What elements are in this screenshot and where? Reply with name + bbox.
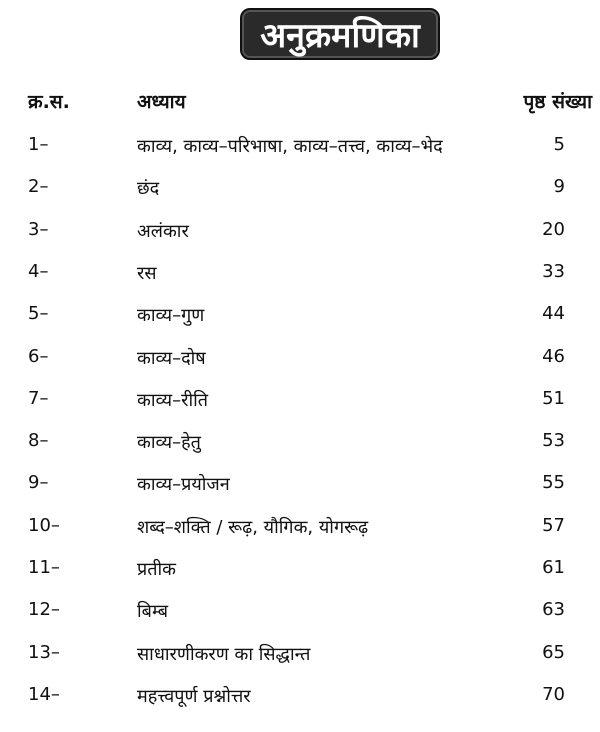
chapter-title: रस xyxy=(137,262,157,284)
chapter-title: काव्य–हेतु xyxy=(137,432,201,454)
row-number: 8– xyxy=(28,430,49,452)
page-number: 61 xyxy=(542,557,565,578)
row-number: 1– xyxy=(28,134,49,155)
row-number: 6– xyxy=(28,345,49,367)
toc-row xyxy=(0,430,600,460)
row-number: 11– xyxy=(28,557,60,578)
toc-row xyxy=(0,303,600,333)
chapter-title: साधारणीकरण का सिद्धान्त xyxy=(137,643,311,665)
page-number: 20 xyxy=(542,218,565,240)
chapter-title: बिम्ब xyxy=(137,601,169,623)
toc-row xyxy=(0,388,600,418)
toc-row xyxy=(0,346,600,376)
header-page: पृष्ठ संख्या xyxy=(523,91,592,113)
chapter-title: काव्य–रीति xyxy=(137,389,209,411)
row-number: 12– xyxy=(28,599,60,621)
chapter-title: काव्य, काव्य–परिभाषा, काव्य–तत्त्व, काव्य–भेद xyxy=(137,136,443,157)
page-number: 44 xyxy=(542,303,565,325)
toc-row xyxy=(0,684,600,714)
page-number: 63 xyxy=(542,599,565,621)
chapter-title: काव्य–दोष xyxy=(137,347,206,369)
page-title: अनुक्रमणिका xyxy=(240,8,440,60)
chapter-title: महत्त्वपूर्ण प्रश्नोत्तर xyxy=(137,685,251,707)
row-number: 3– xyxy=(28,218,49,240)
toc-row xyxy=(0,515,600,545)
chapter-title: छंद xyxy=(137,178,160,200)
chapter-title: प्रतीक xyxy=(137,559,176,580)
page-number: 57 xyxy=(542,514,565,536)
row-number: 5– xyxy=(28,303,49,325)
row-number: 4– xyxy=(28,260,49,282)
toc-row xyxy=(0,599,600,629)
page-number: 9 xyxy=(553,176,565,198)
header-chapter: अध्याय xyxy=(137,91,186,113)
page-number: 70 xyxy=(542,683,565,705)
page-number: 55 xyxy=(542,472,565,494)
page-number: 5 xyxy=(553,134,565,155)
row-number: 2– xyxy=(28,176,49,198)
toc-row xyxy=(0,219,600,249)
row-number: 14– xyxy=(28,683,60,705)
toc-row xyxy=(0,557,600,587)
row-number: 13– xyxy=(28,641,60,663)
page-number: 46 xyxy=(542,345,565,367)
page-number: 33 xyxy=(542,260,565,282)
page-number: 65 xyxy=(542,641,565,663)
row-number: 9– xyxy=(28,472,49,494)
toc-row xyxy=(0,176,600,206)
chapter-title: काव्य–गुण xyxy=(137,305,205,327)
chapter-title: अलंकार xyxy=(137,220,189,242)
page-number: 51 xyxy=(542,387,565,409)
row-number: 7– xyxy=(28,387,49,409)
chapter-title: काव्य–प्रयोजन xyxy=(137,474,230,496)
toc-row xyxy=(0,134,600,164)
header-serial: क्र.स. xyxy=(28,91,70,113)
page-number: 53 xyxy=(542,430,565,452)
toc-row xyxy=(0,642,600,672)
toc-row xyxy=(0,261,600,291)
toc-row xyxy=(0,472,600,502)
row-number: 10– xyxy=(28,514,60,536)
chapter-title: शब्द–शक्ति / रूढ़, यौगिक, योगरूढ़ xyxy=(137,516,369,538)
